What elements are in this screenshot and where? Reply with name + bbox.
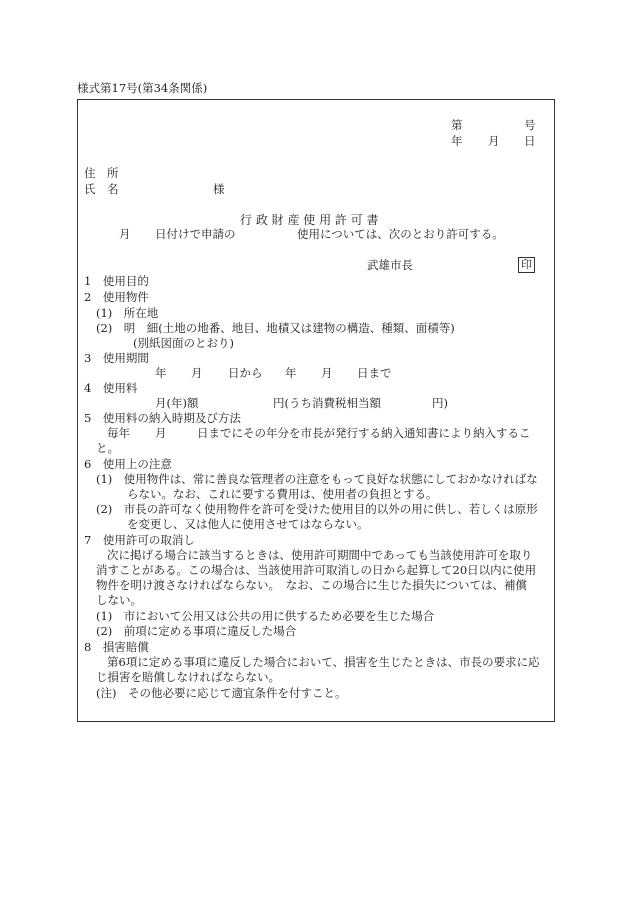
payment-every-year: 毎年 [107, 426, 130, 440]
item-7-para-2: 消すことがある。この場合は、当該使用許可取消しの日から起算して20日以内に使用 [96, 563, 537, 577]
item-6-2-cont: を変更し、又は他人に使用させてはならない。 [127, 517, 369, 531]
item-2-2: (2) 明 細(土地の地番、地目、地積又は建物の構造、種類、面積等) [96, 321, 455, 335]
fee-tax-yen: 円) [432, 396, 448, 410]
item-6-2: (2) 市長の許可なく使用物件を許可を受けた使用目的以外の用に供し、若しくは原形 [96, 502, 538, 516]
item-3: 3 使用期間 [84, 351, 149, 365]
date-month: 月 [488, 134, 500, 148]
item-8-para-2: じ損害を賠償しなければならない。 [96, 670, 280, 684]
item-1: 1 使用目的 [84, 274, 149, 288]
honorific: 様 [213, 182, 225, 196]
period-end-year: 年 [285, 366, 297, 380]
payment-text-end: と。 [96, 441, 119, 455]
intro-month: 月 [119, 227, 131, 241]
period-start-month: 月 [191, 366, 203, 380]
intro-text-1: 日付けで申請の [155, 227, 236, 241]
item-7-para-4: しない。 [96, 593, 142, 607]
seal-text: 印 [518, 257, 535, 273]
item-7-para-3: 物件を明け渡さなければならない。 なお、この場合に生じた損失については、補償 [96, 578, 528, 592]
item-7-1: (1) 市において公用又は公共の用に供するため必要を生じた場合 [96, 609, 435, 623]
item-7-para-1: 次に掲げる場合に該当するときは、使用許可期間中であっても当該使用許可を取り [107, 548, 533, 562]
date-year: 年 [451, 134, 463, 148]
period-start-year: 年 [155, 366, 167, 380]
note: (注) その他必要に応じて適宜条件を付すこと。 [96, 686, 347, 700]
seal-mark [518, 257, 535, 273]
doc-number-prefix: 第 [451, 118, 463, 132]
item-8-para-1: 第6項に定める事項に違反した場合において、損害を生じたときは、市長の要求に応 [107, 655, 540, 669]
item-6-1: (1) 使用物件は、常に善良な管理者の注意をもって良好な状態にしておかなければな [96, 472, 538, 486]
item-2: 2 使用物件 [84, 290, 149, 304]
item-6: 6 使用上の注意 [84, 457, 172, 471]
payment-text: 日までにその年分を市長が発行する納入通知書により納入するこ [197, 426, 531, 440]
name-label: 氏 名 [84, 182, 119, 196]
form-number: 様式第17号(第34条関係) [77, 81, 208, 95]
payment-month: 月 [155, 426, 167, 440]
period-end-day: 日まで [357, 366, 392, 380]
period-start-day: 日から [228, 366, 263, 380]
item-2-1: (1) 所在地 [96, 306, 159, 320]
item-2-2-note: (別紙図面のとおり) [133, 336, 234, 350]
period-end-month: 月 [321, 366, 333, 380]
issuer-name: 武雄市長 [367, 258, 413, 272]
document-title: 行 政 財 産 使 用 許 可 書 [240, 213, 379, 227]
intro-text-2: 使用については、次のとおり許可する。 [297, 227, 504, 241]
date-day: 日 [524, 134, 536, 148]
item-6-1-cont: らない。なお、これに要する費用は、使用者の負担とする。 [127, 487, 438, 501]
doc-number-suffix: 号 [524, 118, 536, 132]
item-5: 5 使用料の納入時期及び方法 [84, 411, 241, 425]
item-7: 7 使用許可の取消し [84, 533, 195, 547]
item-7-2: (2) 前項に定める事項に違反した場合 [96, 624, 297, 638]
item-8: 8 損害賠償 [84, 640, 149, 654]
fee-yen: 円(うち消費税相当額 [273, 396, 381, 410]
address-label: 住 所 [84, 166, 119, 180]
fee-period: 月(年)額 [155, 396, 199, 410]
item-4: 4 使用料 [84, 381, 138, 395]
